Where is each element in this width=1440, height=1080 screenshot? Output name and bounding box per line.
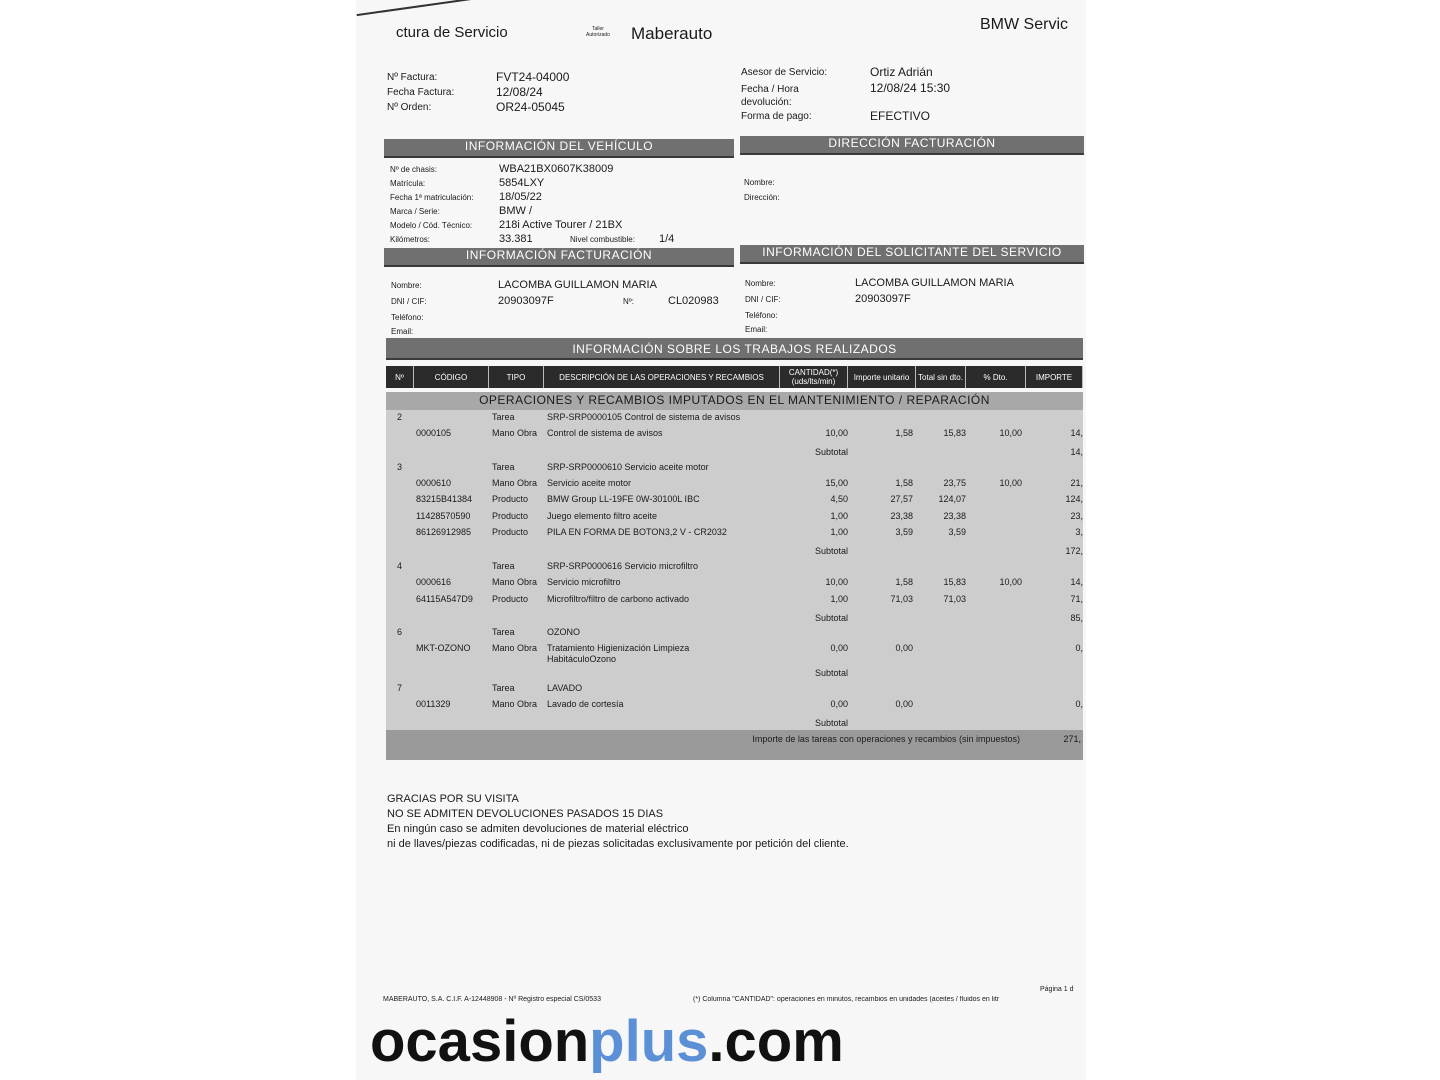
cell-type: Tarea — [492, 412, 515, 422]
cell-no: 6 — [397, 627, 403, 637]
billing-dni-label: DNI / CIF: — [391, 297, 427, 306]
cell-desc: Juego elemento filtro aceite — [547, 511, 658, 521]
billing-address-name-label: Nombre: — [744, 178, 775, 187]
cell-amount: 0, — [1075, 643, 1083, 653]
total-label: Importe de las tareas con operaciones y recambios (sin impuestos) — [752, 734, 1020, 744]
model: 218i Active Tourer / 21BX — [499, 219, 623, 231]
cell-dto: 10,00 — [999, 428, 1022, 438]
cell-unit: 0,00 — [895, 699, 913, 709]
col-no: Nº — [386, 366, 414, 388]
col-quantity: CANTIDAD(*) (uds/lts/min) — [780, 366, 848, 388]
cell-desc: LAVADO — [547, 683, 583, 693]
chassis-label: Nº de chasis: — [390, 165, 437, 174]
registration-date: 18/05/22 — [499, 191, 542, 203]
cell-total: 3,59 — [948, 527, 966, 537]
cell-code: 0000616 — [416, 577, 452, 587]
client-number: CL020983 — [668, 295, 719, 307]
order-number: OR24-05045 — [496, 100, 565, 114]
cell-desc: SRP-SRP0000105 Control de sistema de avisos — [547, 412, 741, 422]
quantity-footnote: (*) Columna "CANTIDAD": operaciones en minutos, recambios en unidades (aceites / fluidos en litr — [693, 996, 1000, 1003]
note-line: NO SE ADMITEN DEVOLUCIONES PASADOS 15 DIAS — [387, 808, 664, 820]
cell-desc: PILA EN FORMA DE BOTON3,2 V - CR2032 — [547, 527, 727, 537]
cell-total: 23,38 — [943, 511, 966, 521]
billing-name-label: Nombre: — [391, 281, 422, 290]
cell-type: Tarea — [492, 627, 515, 637]
invoice-date-label: Fecha Factura: — [387, 87, 455, 98]
col-description: DESCRIPCIÓN DE LAS OPERACIONES Y RECAMBIOS — [544, 366, 780, 388]
note-line: ni de llaves/piezas codificadas, ni de piezas solicitadas exclusivamente por petición del cliente. — [387, 838, 849, 850]
billing-address-section-header: DIRECCIÓN FACTURACIÓN — [740, 136, 1084, 155]
cell-no: 4 — [397, 561, 403, 571]
client-number-label: Nº: — [623, 297, 634, 306]
invoice-date: 12/08/24 — [496, 85, 543, 99]
cell-amount: 3, — [1075, 527, 1083, 537]
company-footer: MABERAUTO, S.A. C.I.F. A-12448908 - Nº Registro especial CS/0533 — [383, 996, 601, 1003]
page-number: Página 1 d — [1040, 986, 1074, 993]
cell-unit: 23,38 — [890, 511, 913, 521]
cell-qty: 4,50 — [830, 494, 848, 504]
cell-desc: Tratamiento Higienización Limpieza HabitáculoOzono — [547, 643, 690, 664]
requester-name-label: Nombre: — [745, 279, 776, 288]
cell-amount: 172, — [1065, 546, 1083, 556]
cell-total: 15,83 — [943, 577, 966, 587]
cell-qty: 0,00 — [830, 699, 848, 709]
return-date-label: Fecha / Hora devolución: — [741, 84, 799, 108]
cell-desc: Lavado de cortesía — [547, 699, 624, 709]
cell-code: 0011329 — [416, 699, 451, 709]
cell-type: Producto — [492, 511, 529, 521]
col-discount: % Dto. — [966, 366, 1026, 388]
requester-dni: 20903097F — [855, 293, 911, 305]
cell-unit: 3,59 — [895, 527, 913, 537]
cell-desc: Subtotal — [814, 447, 848, 457]
cell-amount: 21, — [1070, 478, 1083, 488]
cell-no: 7 — [397, 683, 403, 693]
note-line: GRACIAS POR SU VISITA — [387, 793, 519, 805]
return-date: 12/08/24 15:30 — [870, 81, 951, 95]
cell-code: 0000610 — [416, 478, 452, 488]
cell-unit: 71,03 — [890, 594, 913, 604]
requester-dni-label: DNI / CIF: — [745, 295, 781, 304]
col-unit-price: Importe unitario — [848, 366, 916, 388]
note-line: En ningún caso se admiten devoluciones de material eléctrico — [387, 823, 689, 835]
ocasionplus-logo: ocasionplus.com — [370, 1009, 844, 1074]
cell-code: 83215B41384 — [416, 494, 473, 504]
payment-method: EFECTIVO — [870, 109, 931, 123]
cell-desc: BMW Group LL-19FE 0W-30100L IBC — [547, 494, 700, 504]
cell-total: 71,03 — [943, 594, 966, 604]
cell-amount: 71, — [1070, 594, 1083, 604]
cell-unit: 1,58 — [895, 577, 913, 587]
cell-amount: 124, — [1065, 494, 1083, 504]
cell-qty: 1,00 — [830, 594, 848, 604]
requester-phone-label: Teléfono: — [745, 311, 778, 320]
requester-email-label: Email: — [745, 325, 768, 334]
requester-section-header: INFORMACIÓN DEL SOLICITANTE DEL SERVICIO — [740, 245, 1084, 264]
chassis: WBA21BX0607K38009 — [499, 163, 614, 175]
plate: 5854LXY — [499, 177, 545, 189]
cell-code: 64115A547D9 — [416, 594, 473, 604]
cell-desc: OZONO — [547, 627, 580, 637]
cell-type: Producto — [492, 527, 529, 537]
cell-no: 3 — [397, 462, 403, 472]
cell-code: MKT-OZONO — [416, 643, 471, 653]
vehicle-section-header: INFORMACIÓN DEL VEHÍCULO — [384, 139, 734, 158]
fuel-label: Nivel combustible: — [570, 235, 635, 244]
total-value: 271, — [1063, 734, 1081, 744]
cell-type: Producto — [492, 594, 529, 604]
billing-phone-label: Teléfono: — [391, 313, 424, 322]
cell-type: Producto — [492, 494, 529, 504]
requester-name: LACOMBA GUILLAMON MARIA — [855, 277, 1014, 289]
registration-date-label: Fecha 1ª matriculación: — [390, 193, 474, 202]
cell-unit: 1,58 — [895, 428, 913, 438]
cell-code: 0000105 — [416, 428, 452, 438]
cell-unit: 27,57 — [890, 494, 913, 504]
cell-type: Tarea — [492, 561, 515, 571]
cell-amount: 14, — [1070, 428, 1083, 438]
cell-qty: 15,00 — [825, 478, 848, 488]
advisor: Ortiz Adrián — [870, 65, 933, 79]
operations-header: OPERACIONES Y RECAMBIOS IMPUTADOS EN EL MANTENIMIENTO / REPARACIÓN — [479, 393, 990, 407]
cell-desc: Microfiltro/filtro de carbono activado — [547, 594, 690, 604]
billing-dni: 20903097F — [498, 295, 554, 307]
payment-label: Forma de pago: — [741, 111, 812, 122]
cell-qty: 1,00 — [830, 527, 848, 537]
billing-email-label: Email: — [391, 327, 414, 336]
order-number-label: Nº Orden: — [387, 102, 432, 113]
cell-code: 86126912985 — [416, 527, 472, 537]
dealer-name: Maberauto — [631, 24, 713, 43]
plate-label: Matrícula: — [390, 179, 426, 188]
col-code: CÓDIGO — [414, 366, 489, 388]
cell-desc: Subtotal — [814, 718, 848, 728]
model-label: Modelo / Cód. Técnico: — [390, 221, 473, 230]
cell-type: Mano Obra — [492, 699, 538, 709]
cell-desc: SRP-SRP0000616 Servicio microfiltro — [547, 561, 699, 571]
invoice-number-label: Nº Factura: — [387, 72, 438, 83]
service-brand: BMW Servic — [980, 16, 1068, 33]
billing-name: LACOMBA GUILLAMON MARIA — [498, 279, 657, 291]
cell-amount: 85, — [1070, 613, 1083, 623]
make-label: Marca / Serie: — [390, 207, 440, 216]
km: 33.381 — [499, 233, 533, 245]
col-total: Total sin dto. — [916, 366, 966, 388]
cell-qty: 10,00 — [825, 577, 848, 587]
cell-qty: 10,00 — [825, 428, 848, 438]
cell-desc: Subtotal — [814, 613, 848, 623]
cell-type: Mano Obra — [492, 428, 538, 438]
cell-total: 23,75 — [943, 478, 966, 488]
billing-info-section-header: INFORMACIÓN FACTURACIÓN — [384, 248, 734, 267]
document-title: ctura de Servicio — [396, 24, 508, 41]
cell-desc: Subtotal — [814, 546, 848, 556]
advisor-label: Asesor de Servicio: — [741, 67, 828, 78]
cell-amount: 14, — [1070, 577, 1083, 587]
cell-type: Tarea — [492, 683, 515, 693]
work-section-header: INFORMACIÓN SOBRE LOS TRABAJOS REALIZADOS — [386, 338, 1083, 360]
cell-total: 15,83 — [943, 428, 966, 438]
taller-stamp: Taller Autorizado — [586, 26, 610, 38]
col-type: TIPO — [489, 366, 544, 388]
col-amount: IMPORTE — [1026, 366, 1083, 388]
cell-code: 11428570590 — [416, 511, 471, 521]
cell-unit: 1,58 — [895, 478, 913, 488]
cell-desc: Servicio microfiltro — [547, 577, 621, 587]
cell-total: 124,07 — [938, 494, 966, 504]
cell-dto: 10,00 — [999, 478, 1022, 488]
cell-qty: 0,00 — [830, 643, 848, 653]
fuel-level: 1/4 — [659, 233, 675, 245]
cell-type: Mano Obra — [492, 478, 538, 488]
cell-desc: Servicio aceite motor — [547, 478, 632, 488]
cell-dto: 10,00 — [999, 577, 1022, 587]
cell-unit: 0,00 — [895, 643, 913, 653]
cell-desc: SRP-SRP0000610 Servicio aceite motor — [547, 462, 709, 472]
km-label: Kilómetros: — [390, 235, 431, 244]
cell-qty: 1,00 — [830, 511, 848, 521]
cell-amount: 14, — [1070, 447, 1083, 457]
cell-type: Mano Obra — [492, 643, 538, 653]
cell-type: Tarea — [492, 462, 515, 472]
cell-desc: Subtotal — [814, 668, 848, 678]
cell-no: 2 — [397, 412, 403, 422]
cell-amount: 23, — [1070, 511, 1083, 521]
invoice-number: FVT24-04000 — [496, 70, 570, 84]
cell-amount: 0, — [1075, 699, 1083, 709]
cell-desc: Control de sistema de avisos — [547, 428, 663, 438]
billing-address-label: Dirección: — [744, 193, 780, 202]
cell-type: Mano Obra — [492, 577, 538, 587]
make: BMW / — [499, 205, 532, 217]
